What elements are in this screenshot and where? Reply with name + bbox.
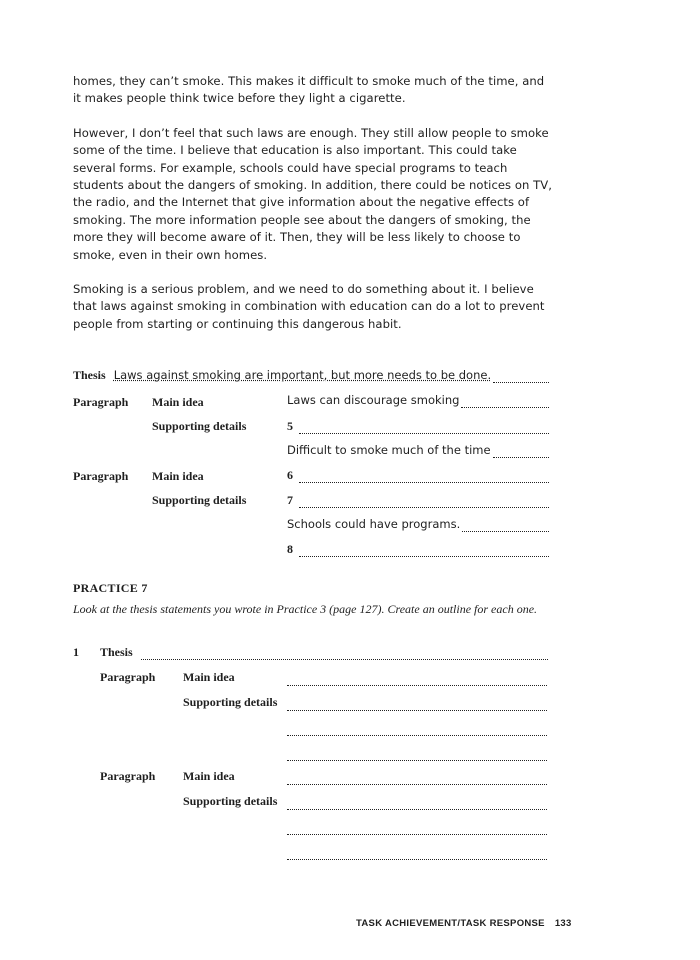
dotted-line — [493, 369, 549, 383]
page-footer — [356, 918, 572, 929]
blank-8[interactable] — [287, 542, 549, 557]
practice-detail-blank[interactable] — [287, 794, 547, 810]
practice-thesis-blank[interactable] — [141, 646, 548, 660]
p1-main-idea-answer — [287, 393, 549, 408]
practice-thesis-row — [100, 645, 548, 660]
blank-number: 8 — [287, 542, 293, 556]
outline-thesis-row — [73, 368, 549, 383]
practice-main-idea-label: Main idea — [183, 769, 235, 783]
main-idea-label: Main idea — [152, 469, 204, 483]
practice-main-idea-label: Main idea — [183, 670, 235, 684]
essay-text — [73, 73, 553, 350]
dotted-line — [461, 394, 549, 408]
p1-detail-2-answer — [287, 443, 549, 458]
practice-detail-blank[interactable] — [287, 819, 547, 835]
essay-paragraph: homes, they can’t smoke. This makes it difficult to smoke much of the time, and it makes people think twice before they light a cigarette. — [73, 74, 545, 106]
practice-detail-blank[interactable] — [287, 745, 547, 761]
paragraph-label: Paragraph — [73, 469, 129, 483]
thesis-label: Thesis — [73, 368, 106, 382]
item-number: 1 — [73, 645, 79, 659]
supporting-details-label: Supporting details — [152, 493, 247, 507]
practice-supporting-details-label: Supporting details — [183, 695, 278, 709]
supporting-details-label: Supporting details — [152, 419, 247, 433]
thesis-answer — [114, 368, 549, 383]
practice-instruction: Look at the thesis statements you wrote in Practice 3 (page 127). Create an outline for each one. — [73, 602, 538, 616]
page-number: 133 — [554, 918, 572, 929]
practice-paragraph-label: Paragraph — [100, 670, 156, 684]
dotted-line — [299, 420, 549, 434]
blank-number: 5 — [287, 419, 293, 433]
p1-detail-2: Difficult to smoke much of the time — [287, 443, 491, 457]
practice-detail-blank[interactable] — [287, 695, 547, 711]
blank-6[interactable] — [287, 468, 549, 483]
practice-main-idea-blank[interactable] — [287, 769, 547, 785]
blank-number: 7 — [287, 493, 293, 507]
practice-main-idea-blank[interactable] — [287, 670, 547, 686]
footer-section-title: TASK ACHIEVEMENT/TASK RESPONSE — [356, 918, 545, 929]
practice-detail-blank[interactable] — [287, 720, 547, 736]
dotted-line — [299, 543, 549, 557]
dotted-line — [462, 518, 549, 532]
practice-supporting-details-label: Supporting details — [183, 794, 278, 808]
blank-7[interactable] — [287, 493, 549, 508]
practice-detail-blank[interactable] — [287, 844, 547, 860]
practice-heading: PRACTICE 7 — [73, 581, 148, 595]
essay-paragraph: However, I don’t feel that such laws are enough. They still allow people to smoke some of the time. I believe that education is also important. This could take several forms. For example, schools could have special programs to teach students about the dangers of smoking. In addition, there could be notices on TV, the radio, and the Internet that give information about the negative effects of smoking. The more information people see about the dangers of smoking, the more they will become aware of it. Then, they will be less likely to choose to smoke, even in their own homes. — [73, 125, 552, 262]
blank-5[interactable] — [287, 419, 549, 434]
main-idea-label: Main idea — [152, 395, 204, 409]
blank-number: 6 — [287, 468, 293, 482]
dotted-line — [299, 469, 549, 483]
thesis-value: Laws against smoking are important, but more needs to be done. — [113, 368, 492, 382]
dotted-line — [493, 444, 549, 458]
p2-detail-2-answer — [287, 517, 549, 532]
p1-main-idea: Laws can discourage smoking — [287, 393, 460, 407]
practice-paragraph-label: Paragraph — [100, 769, 156, 783]
p2-detail-2: Schools could have programs. — [287, 517, 461, 531]
practice-thesis-label: Thesis — [100, 645, 133, 659]
essay-paragraph: Smoking is a serious problem, and we need to do something about it. I believe that laws against smoking in combination with education can do a lot to prevent people from starting or continuing this dangerous habit. — [73, 282, 545, 331]
dotted-line — [299, 494, 549, 508]
paragraph-label: Paragraph — [73, 395, 129, 409]
